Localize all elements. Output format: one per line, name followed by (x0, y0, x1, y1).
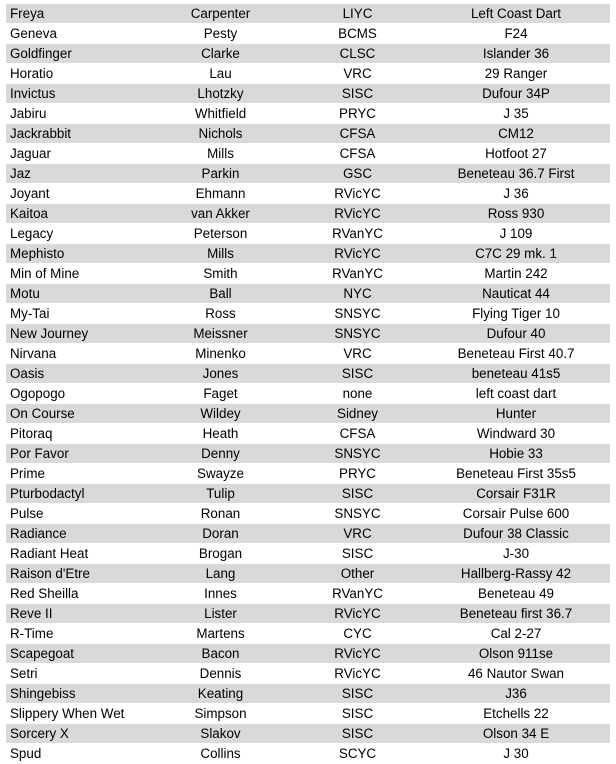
boat-type-cell: Dufour 34P (422, 84, 610, 104)
club-name-cell: RVicYC (293, 604, 422, 624)
boat-type-cell: Olson 911se (422, 644, 610, 664)
table-row (6, 244, 610, 264)
club-name-cell: RVanYC (293, 224, 422, 244)
skipper-name-cell: Denny (148, 444, 293, 464)
boat-name-cell: Kaitoa (6, 204, 148, 224)
boat-name-cell: Prime (6, 464, 148, 484)
skipper-name-cell: Simpson (148, 704, 293, 724)
club-name-cell: SISC (293, 364, 422, 384)
skipper-name-cell: Carpenter (148, 4, 293, 24)
table-row (6, 424, 610, 444)
boat-name-cell: Jackrabbit (6, 124, 148, 144)
boat-type-cell: J 109 (422, 224, 610, 244)
table-row (6, 64, 610, 84)
club-name-cell: RVicYC (293, 184, 422, 204)
club-name-cell: SISC (293, 484, 422, 504)
table-row (6, 584, 610, 604)
boat-name-cell: Reve II (6, 604, 148, 624)
boat-type-cell: Hobie 33 (422, 444, 610, 464)
boat-type-cell: Islander 36 (422, 44, 610, 64)
club-name-cell: GSC (293, 164, 422, 184)
club-name-cell: PRYC (293, 104, 422, 124)
boat-type-cell: Martin 242 (422, 264, 610, 284)
skipper-name-cell: Ball (148, 284, 293, 304)
entries-table (6, 4, 610, 764)
table-row (6, 184, 610, 204)
table-row (6, 304, 610, 324)
boat-name-cell: Nirvana (6, 344, 148, 364)
skipper-name-cell: Dennis (148, 664, 293, 684)
entries-table-body (6, 4, 610, 764)
skipper-name-cell: Lister (148, 604, 293, 624)
boat-type-cell: beneteau 41s5 (422, 364, 610, 384)
skipper-name-cell: Innes (148, 584, 293, 604)
club-name-cell: VRC (293, 344, 422, 364)
skipper-name-cell: Martens (148, 624, 293, 644)
club-name-cell: SISC (293, 684, 422, 704)
skipper-name-cell: Swayze (148, 464, 293, 484)
boat-type-cell: Beneteau First 35s5 (422, 464, 610, 484)
table-row (6, 604, 610, 624)
boat-type-cell: Hotfoot 27 (422, 144, 610, 164)
boat-name-cell: Jaguar (6, 144, 148, 164)
table-row (6, 264, 610, 284)
skipper-name-cell: Mills (148, 144, 293, 164)
table-row (6, 144, 610, 164)
table-row (6, 104, 610, 124)
table-row (6, 504, 610, 524)
club-name-cell: SISC (293, 84, 422, 104)
table-row (6, 324, 610, 344)
boat-type-cell: Hallberg-Rassy 42 (422, 564, 610, 584)
boat-name-cell: Jabiru (6, 104, 148, 124)
boat-type-cell: Ross 930 (422, 204, 610, 224)
skipper-name-cell: Mills (148, 244, 293, 264)
club-name-cell: CLSC (293, 44, 422, 64)
boat-name-cell: Min of Mine (6, 264, 148, 284)
club-name-cell: RVicYC (293, 244, 422, 264)
boat-name-cell: Freya (6, 4, 148, 24)
skipper-name-cell: Ross (148, 304, 293, 324)
club-name-cell: CFSA (293, 144, 422, 164)
club-name-cell: RVicYC (293, 664, 422, 684)
boat-name-cell: Slippery When Wet (6, 704, 148, 724)
club-name-cell: RVicYC (293, 644, 422, 664)
table-row (6, 724, 610, 744)
club-name-cell: CFSA (293, 424, 422, 444)
boat-type-cell: Cal 2-27 (422, 624, 610, 644)
skipper-name-cell: Lhotzky (148, 84, 293, 104)
table-row (6, 744, 610, 764)
boat-type-cell: Etchells 22 (422, 704, 610, 724)
club-name-cell: SNSYC (293, 304, 422, 324)
skipper-name-cell: Faget (148, 384, 293, 404)
table-row (6, 644, 610, 664)
table-row (6, 444, 610, 464)
skipper-name-cell: Peterson (148, 224, 293, 244)
boat-type-cell: Corsair Pulse 600 (422, 504, 610, 524)
boat-type-cell: Beneteau 36.7 First (422, 164, 610, 184)
table-row (6, 544, 610, 564)
boat-type-cell: left coast dart (422, 384, 610, 404)
table-row (6, 704, 610, 724)
club-name-cell: NYC (293, 284, 422, 304)
club-name-cell: BCMS (293, 24, 422, 44)
boat-type-cell: CM12 (422, 124, 610, 144)
boat-name-cell: Setri (6, 664, 148, 684)
boat-type-cell: F24 (422, 24, 610, 44)
club-name-cell: VRC (293, 64, 422, 84)
boat-type-cell: Windward 30 (422, 424, 610, 444)
table-row (6, 224, 610, 244)
club-name-cell: RVicYC (293, 204, 422, 224)
table-row (6, 44, 610, 64)
table-row (6, 124, 610, 144)
skipper-name-cell: Slakov (148, 724, 293, 744)
boat-name-cell: Oasis (6, 364, 148, 384)
boat-name-cell: Radiance (6, 524, 148, 544)
boat-name-cell: Raison d'Etre (6, 564, 148, 584)
skipper-name-cell: Pesty (148, 24, 293, 44)
table-row (6, 4, 610, 24)
table-row (6, 484, 610, 504)
table-row (6, 364, 610, 384)
club-name-cell: Sidney (293, 404, 422, 424)
skipper-name-cell: Ronan (148, 504, 293, 524)
boat-type-cell: C7C 29 mk. 1 (422, 244, 610, 264)
boat-name-cell: Goldfinger (6, 44, 148, 64)
boat-name-cell: Shingebiss (6, 684, 148, 704)
club-name-cell: CYC (293, 624, 422, 644)
club-name-cell: RVanYC (293, 264, 422, 284)
table-row (6, 384, 610, 404)
boat-type-cell: 46 Nautor Swan (422, 664, 610, 684)
club-name-cell: LIYC (293, 4, 422, 24)
club-name-cell: CFSA (293, 124, 422, 144)
boat-name-cell: Scapegoat (6, 644, 148, 664)
boat-type-cell: Dufour 38 Classic (422, 524, 610, 544)
boat-name-cell: Red Sheilla (6, 584, 148, 604)
skipper-name-cell: Parkin (148, 164, 293, 184)
skipper-name-cell: Brogan (148, 544, 293, 564)
skipper-name-cell: Lau (148, 64, 293, 84)
table-row (6, 624, 610, 644)
boat-name-cell: Radiant Heat (6, 544, 148, 564)
skipper-name-cell: Whitfield (148, 104, 293, 124)
boat-name-cell: Pulse (6, 504, 148, 524)
boat-type-cell: Beneteau First 40.7 (422, 344, 610, 364)
skipper-name-cell: Smith (148, 264, 293, 284)
boat-type-cell: J 35 (422, 104, 610, 124)
club-name-cell: SISC (293, 704, 422, 724)
table-row (6, 464, 610, 484)
skipper-name-cell: Jones (148, 364, 293, 384)
table-row (6, 404, 610, 424)
club-name-cell: none (293, 384, 422, 404)
boat-name-cell: On Course (6, 404, 148, 424)
skipper-name-cell: Keating (148, 684, 293, 704)
boat-name-cell: Spud (6, 744, 148, 764)
club-name-cell: SCYC (293, 744, 422, 764)
boat-type-cell: Beneteau 49 (422, 584, 610, 604)
skipper-name-cell: van Akker (148, 204, 293, 224)
boat-type-cell: Nauticat 44 (422, 284, 610, 304)
skipper-name-cell: Tulip (148, 484, 293, 504)
club-name-cell: SISC (293, 724, 422, 744)
boat-name-cell: Invictus (6, 84, 148, 104)
boat-type-cell: Corsair F31R (422, 484, 610, 504)
skipper-name-cell: Ehmann (148, 184, 293, 204)
boat-name-cell: R-Time (6, 624, 148, 644)
table-row (6, 164, 610, 184)
club-name-cell: VRC (293, 524, 422, 544)
boat-name-cell: My-Tai (6, 304, 148, 324)
boat-type-cell: Beneteau first 36.7 (422, 604, 610, 624)
club-name-cell: SNSYC (293, 324, 422, 344)
boat-name-cell: Jaz (6, 164, 148, 184)
boat-name-cell: Por Favor (6, 444, 148, 464)
boat-name-cell: Geneva (6, 24, 148, 44)
table-row (6, 204, 610, 224)
club-name-cell: RVanYC (293, 584, 422, 604)
boat-name-cell: Ogopogo (6, 384, 148, 404)
skipper-name-cell: Collins (148, 744, 293, 764)
club-name-cell: SNSYC (293, 444, 422, 464)
table-row (6, 84, 610, 104)
skipper-name-cell: Minenko (148, 344, 293, 364)
skipper-name-cell: Bacon (148, 644, 293, 664)
skipper-name-cell: Wildey (148, 404, 293, 424)
boat-type-cell: J 30 (422, 744, 610, 764)
table-row (6, 564, 610, 584)
club-name-cell: Other (293, 564, 422, 584)
club-name-cell: SNSYC (293, 504, 422, 524)
boat-name-cell: Mephisto (6, 244, 148, 264)
boat-type-cell: 29 Ranger (422, 64, 610, 84)
skipper-name-cell: Clarke (148, 44, 293, 64)
boat-name-cell: Pturbodactyl (6, 484, 148, 504)
skipper-name-cell: Nichols (148, 124, 293, 144)
club-name-cell: PRYC (293, 464, 422, 484)
boat-name-cell: Sorcery X (6, 724, 148, 744)
skipper-name-cell: Doran (148, 524, 293, 544)
club-name-cell: SISC (293, 544, 422, 564)
table-row (6, 24, 610, 44)
boat-type-cell: J-30 (422, 544, 610, 564)
boat-name-cell: Joyant (6, 184, 148, 204)
boat-type-cell: Left Coast Dart (422, 4, 610, 24)
boat-type-cell: Olson 34 E (422, 724, 610, 744)
table-row (6, 344, 610, 364)
skipper-name-cell: Meissner (148, 324, 293, 344)
boat-name-cell: New Journey (6, 324, 148, 344)
boat-type-cell: Flying Tiger 10 (422, 304, 610, 324)
table-row (6, 284, 610, 304)
boat-type-cell: Hunter (422, 404, 610, 424)
boat-name-cell: Horatio (6, 64, 148, 84)
boat-name-cell: Pitoraq (6, 424, 148, 444)
boat-type-cell: J 36 (422, 184, 610, 204)
boat-type-cell: Dufour 40 (422, 324, 610, 344)
table-row (6, 524, 610, 544)
boat-name-cell: Motu (6, 284, 148, 304)
boat-type-cell: J36 (422, 684, 610, 704)
table-row (6, 664, 610, 684)
skipper-name-cell: Heath (148, 424, 293, 444)
skipper-name-cell: Lang (148, 564, 293, 584)
table-row (6, 684, 610, 704)
boat-name-cell: Legacy (6, 224, 148, 244)
